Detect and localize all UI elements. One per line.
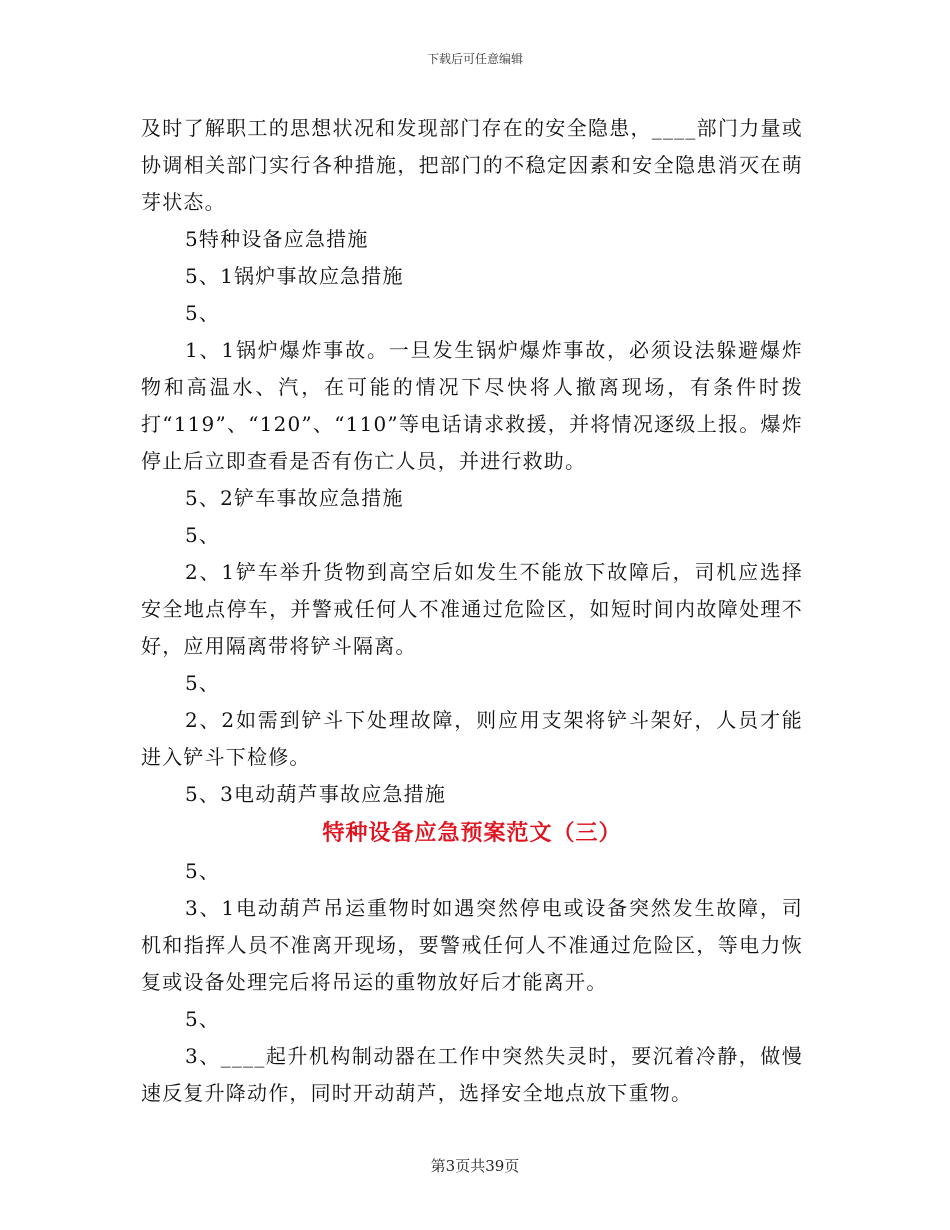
paragraph: 5、3电动葫芦事故应急措施 [185,782,447,806]
paragraph: 2、1铲车举升货物到高空后如发生不能放下故障后，司机应选择安全地点停车，并警戒任何人不准通过危险区，如短时间内故障处理不好，应用隔离带将铲斗隔离。 [141,560,803,658]
paragraph: 3、____起升机构制动器在工作中突然失灵时，要沉着冷静，做慢速反复升降动作，同时开动葫芦，选择安全地点放下重物。 [141,1044,803,1105]
paragraph: 5、2铲车事故应急措施 [185,486,404,510]
paragraph: 5特种设备应急措施 [185,227,369,251]
page-footer: 第3页共39页 [430,1157,520,1175]
page-header: 下载后可任意编辑 [426,52,523,66]
paragraph: 5、 [185,523,221,547]
paragraph: 3、1电动葫芦吊运重物时如遇突然停电或设备突然发生故障，司机和指挥人员不准离开现场，要警戒任何人不准通过危险区，等电力恢复或设备处理完后将吊运的重物放好后才能离开。 [141,896,803,994]
paragraph: 5、 [185,859,221,883]
paragraph: 2、2如需到铲斗下处理故障，则应用支架将铲斗架好，人员才能进入铲斗下检修。 [141,708,803,769]
paragraph: 5、 [185,1007,221,1031]
paragraph: 5、 [185,671,221,695]
paragraph: 5、1锅炉事故应急措施 [185,264,404,288]
paragraph: 及时了解职工的思想状况和发现部门存在的安全隐患，____部门力量或协调相关部门实行各种措施，把部门的不稳定因素和安全隐患消灭在萌芽状态。 [141,116,803,214]
paragraph: 5、 [185,301,221,325]
paragraph: 1、1锅炉爆炸事故。一旦发生锅炉爆炸事故，必须设法躲避爆炸物和高温水、汽，在可能的情况下尽快将人撤离现场，有条件时拨打“119”、“120”、“110”等电话请求救援，并将情况逐级上报。爆炸停止后立即查看是否有伤亡人员，并进行救助。 [141,338,803,473]
document-body [141,110,803,1112]
section-title: 特种设备应急预案范文（三） [322,820,622,846]
